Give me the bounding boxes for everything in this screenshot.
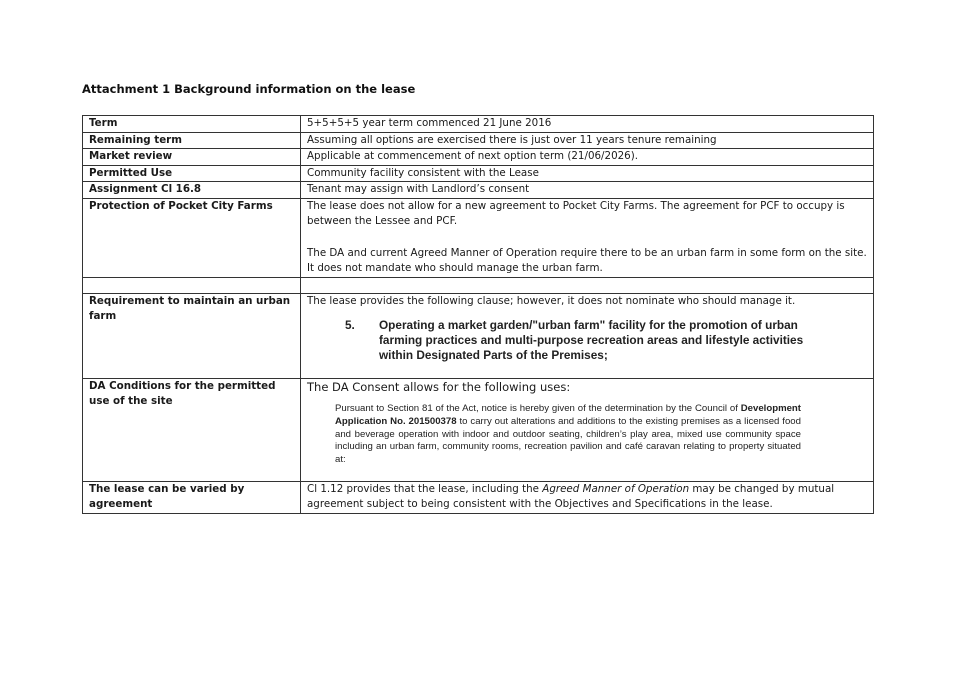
row-label: Protection of Pocket City Farms (83, 198, 301, 277)
paragraph-gap (307, 230, 867, 246)
row-label: Market review (83, 149, 301, 166)
variation-italic-term: Agreed Manner of Operation (542, 482, 690, 495)
variation-part-1: Cl 1.12 provides that the lease, including the (307, 482, 543, 495)
clause-text: Operating a market garden/"urban farm" facility for the promotion of urban farming practices and multi-purpose recreation areas and lifestyle activities within Designated Parts of the Premises; (379, 318, 804, 362)
lease-clause-excerpt (307, 314, 867, 369)
lease-info-table (82, 115, 874, 514)
row-value (301, 293, 874, 378)
row-label: Remaining term (83, 132, 301, 149)
table-row-permitted-use (83, 165, 874, 182)
row-label: Requirement to maintain an urban farm (83, 293, 301, 378)
row-value: Assuming all options are exercised there is just over 11 years tenure remaining (301, 132, 874, 149)
row-value: Tenant may assign with Landlord’s consent (301, 182, 874, 199)
da-application-number: Development Application No. 201500378 (335, 403, 801, 427)
variation-part-2: may be changed by mutual agreement subject to being consistent with the Objectives and Specifications in the lease. (307, 482, 835, 510)
table-row-da-conditions (83, 378, 874, 481)
da-quote-part-2: to carry out alterations and additions to the existing premises as a licensed food and beverage operation with indoor and outdoor seating, children’s play area, mixed use community space including an urban farm, community rooms, recreation pavilion and café caravan relating to property situated at: (335, 415, 801, 466)
protection-paragraph-2: The DA and current Agreed Manner of Operation require there to be an urban farm in some form on the site. It does not mandate who should manage the urban farm. (307, 246, 867, 274)
row-value (301, 378, 874, 481)
row-value: Applicable at commencement of next option term (21/06/2026). (301, 149, 874, 166)
table-row-remaining-term (83, 132, 874, 149)
requirement-text: The lease provides the following clause; however, it does not nominate who should manage it. (307, 294, 796, 307)
row-value: Community facility consistent with the Lease (301, 165, 874, 182)
row-label: Permitted Use (83, 165, 301, 182)
empty-cell (83, 277, 301, 293)
table-row-empty (83, 277, 874, 293)
table-row-assignment (83, 182, 874, 199)
row-label: DA Conditions for the permitted use of the site (83, 378, 301, 481)
protection-paragraph-1: The lease does not allow for a new agreement to Pocket City Farms. The agreement for PCF to occupy is between the Lessee and PCF. (307, 199, 845, 227)
empty-cell (301, 277, 874, 293)
table-row-protection (83, 198, 874, 277)
da-heading: The DA Consent allows for the following uses: (307, 379, 571, 394)
page-title: Attachment 1 Background information on the lease (82, 82, 416, 96)
row-label: Term (83, 116, 301, 133)
row-value (301, 198, 874, 277)
row-label: Assignment Cl 16.8 (83, 182, 301, 199)
row-value (301, 481, 874, 513)
da-consent-excerpt (307, 395, 867, 475)
table-row-variation (83, 481, 874, 513)
table-row-term (83, 116, 874, 133)
row-value: 5+5+5+5 year term commenced 21 June 2016 (301, 116, 874, 133)
da-quote-part-1: Pursuant to Section 81 of the Act, notice is hereby given of the determination by the Council of (335, 403, 741, 414)
clause-number: 5. (345, 318, 355, 332)
table-row-market-review (83, 149, 874, 166)
table-row-requirement (83, 293, 874, 378)
row-label: The lease can be varied by agreement (83, 481, 301, 513)
